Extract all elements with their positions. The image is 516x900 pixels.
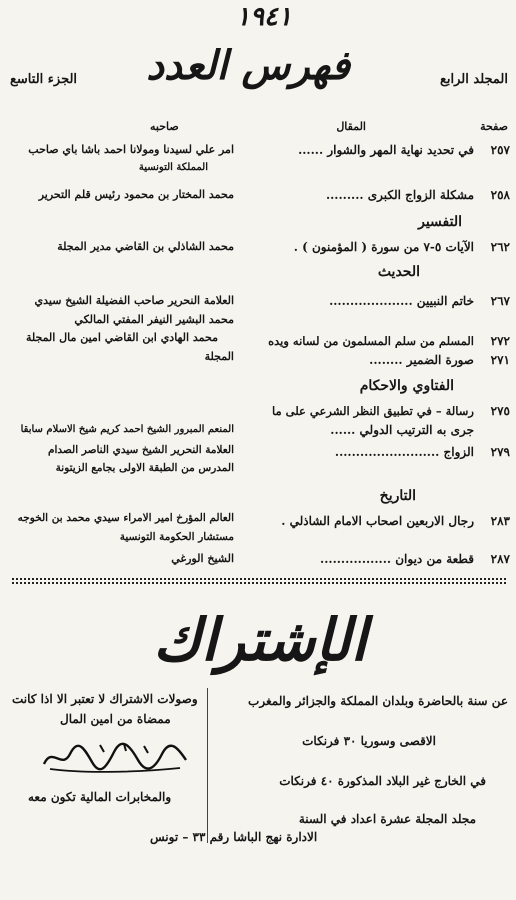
section-heading-tafsir: التفسير (418, 214, 462, 230)
handwritten-year: ١٩٤١ (236, 2, 292, 32)
subscription-rate-line: في الخارج غير البلاد المذكورة ٤٠ فرنكات (279, 774, 486, 788)
entry-author: المجلة (204, 350, 234, 363)
subscription-title: الإشتراك (153, 606, 367, 674)
entry-page-number: ٢٧٩ (490, 445, 510, 459)
entry-page-number: ٢٦٢ (490, 240, 510, 254)
subscription-rate-line: الاقصى وسوريا ٣٠ فرنكات (302, 734, 436, 748)
entry-author: مستشار الحكومة التونسية (119, 531, 234, 543)
entry-page-number: ٢٧١ (490, 353, 510, 367)
dotted-divider (12, 578, 506, 580)
page-title: فهرس العدد (146, 42, 350, 89)
entry-page-number: ٢٥٨ (490, 188, 510, 202)
column-header-author: صاحبه (150, 120, 179, 133)
entry-author: محمد المختار بن محمود رئيس قلم التحرير (38, 188, 234, 201)
volume-label: المجلد الرابع (439, 72, 508, 87)
entry-article: الآيات ٥-٧ من سورة ( المؤمنون ) . (293, 240, 474, 254)
entry-author: العلامة النحرير صاحب الفضيلة الشيخ سيدي (34, 294, 234, 307)
subscription-rate-line: عن سنة بالحاضرة وبلدان المملكة والجزائر والمغرب (248, 694, 508, 708)
entry-page-number: ٢٧٥ (490, 404, 510, 418)
entry-article: رجال الاربعين اصحاب الامام الشاذلي . (281, 514, 474, 528)
entry-article: جرى به الترتيب الدولي ...... (330, 423, 474, 437)
entry-page-number: ٢٨٣ (490, 514, 510, 528)
dotted-divider (12, 582, 506, 584)
receipt-note: وصولات الاشتراك لا تعتبر الا اذا كانت (12, 692, 198, 706)
column-header-page: صفحة (480, 120, 508, 133)
entry-page-number: ٢٦٧ (490, 294, 510, 308)
entry-page-number: ٢٧٢ (490, 334, 510, 348)
entry-author: محمد الشاذلي بن القاضي مدير المجلة (57, 240, 234, 253)
treasurer-signature (40, 740, 190, 774)
entry-page-number: ٢٨٧ (490, 552, 510, 566)
administration-address: الادارة نهج الباشا رقم ٣٣ – تونس (150, 830, 318, 844)
column-header-article: المقال (336, 120, 366, 133)
part-label: الجزء التاسع (10, 72, 78, 87)
entry-author: المملكة التونسية (138, 162, 208, 173)
entry-author: محمد البشير النيفر المفتي المالكي (74, 313, 234, 326)
entry-author: المدرس من الطبقة الاولى بجامع الزيتونة (55, 462, 234, 474)
entry-author: محمد الهادي ابن القاضي امين مال المجلة (25, 331, 218, 344)
subscription-rate-line: مجلد المجلة عشرة اعداد في السنة (298, 812, 476, 826)
entry-page-number: ٢٥٧ (490, 143, 510, 157)
section-heading-fatawa: الفتاوي والاحكام (359, 378, 454, 394)
entry-author: المنعم المبرور الشيخ احمد كريم شيخ الاسلام سابقا (20, 424, 234, 435)
entry-article: الزواج ......................... (334, 445, 474, 459)
section-heading-tarikh: التاريخ (379, 488, 416, 504)
entry-article: رسالة – في تطبيق النظر الشرعي على ما (271, 404, 474, 418)
entry-author: العلامة النحرير الشيخ سيدي الناصر الصدام (47, 444, 234, 456)
entry-article: مشكلة الزواج الكبرى ......... (325, 188, 474, 202)
column-divider (207, 688, 208, 843)
correspondence-note: والمخابرات المالية تكون معه (28, 790, 172, 804)
entry-author: الشيخ الورغي (171, 552, 234, 565)
receipt-note: ممضاة من امين المال (60, 712, 171, 726)
entry-article: قطعة من ديوان ................. (320, 552, 474, 566)
section-heading-hadith: الحديث (377, 264, 420, 280)
entry-article: في تحديد نهاية المهر والشوار ...... (298, 143, 474, 157)
entry-author: امر علي لسيدنا ومولانا احمد باشا باي صاحب (28, 143, 234, 156)
entry-article: صورة الضمير ........ (369, 353, 474, 367)
entry-author: العالم المؤرخ امير الامراء سيدي محمد بن الخوجه (17, 512, 234, 524)
entry-article: المسلم من سلم المسلمون من لسانه ويده (268, 334, 474, 348)
entry-article: خاتم النبيين .................... (329, 294, 474, 308)
